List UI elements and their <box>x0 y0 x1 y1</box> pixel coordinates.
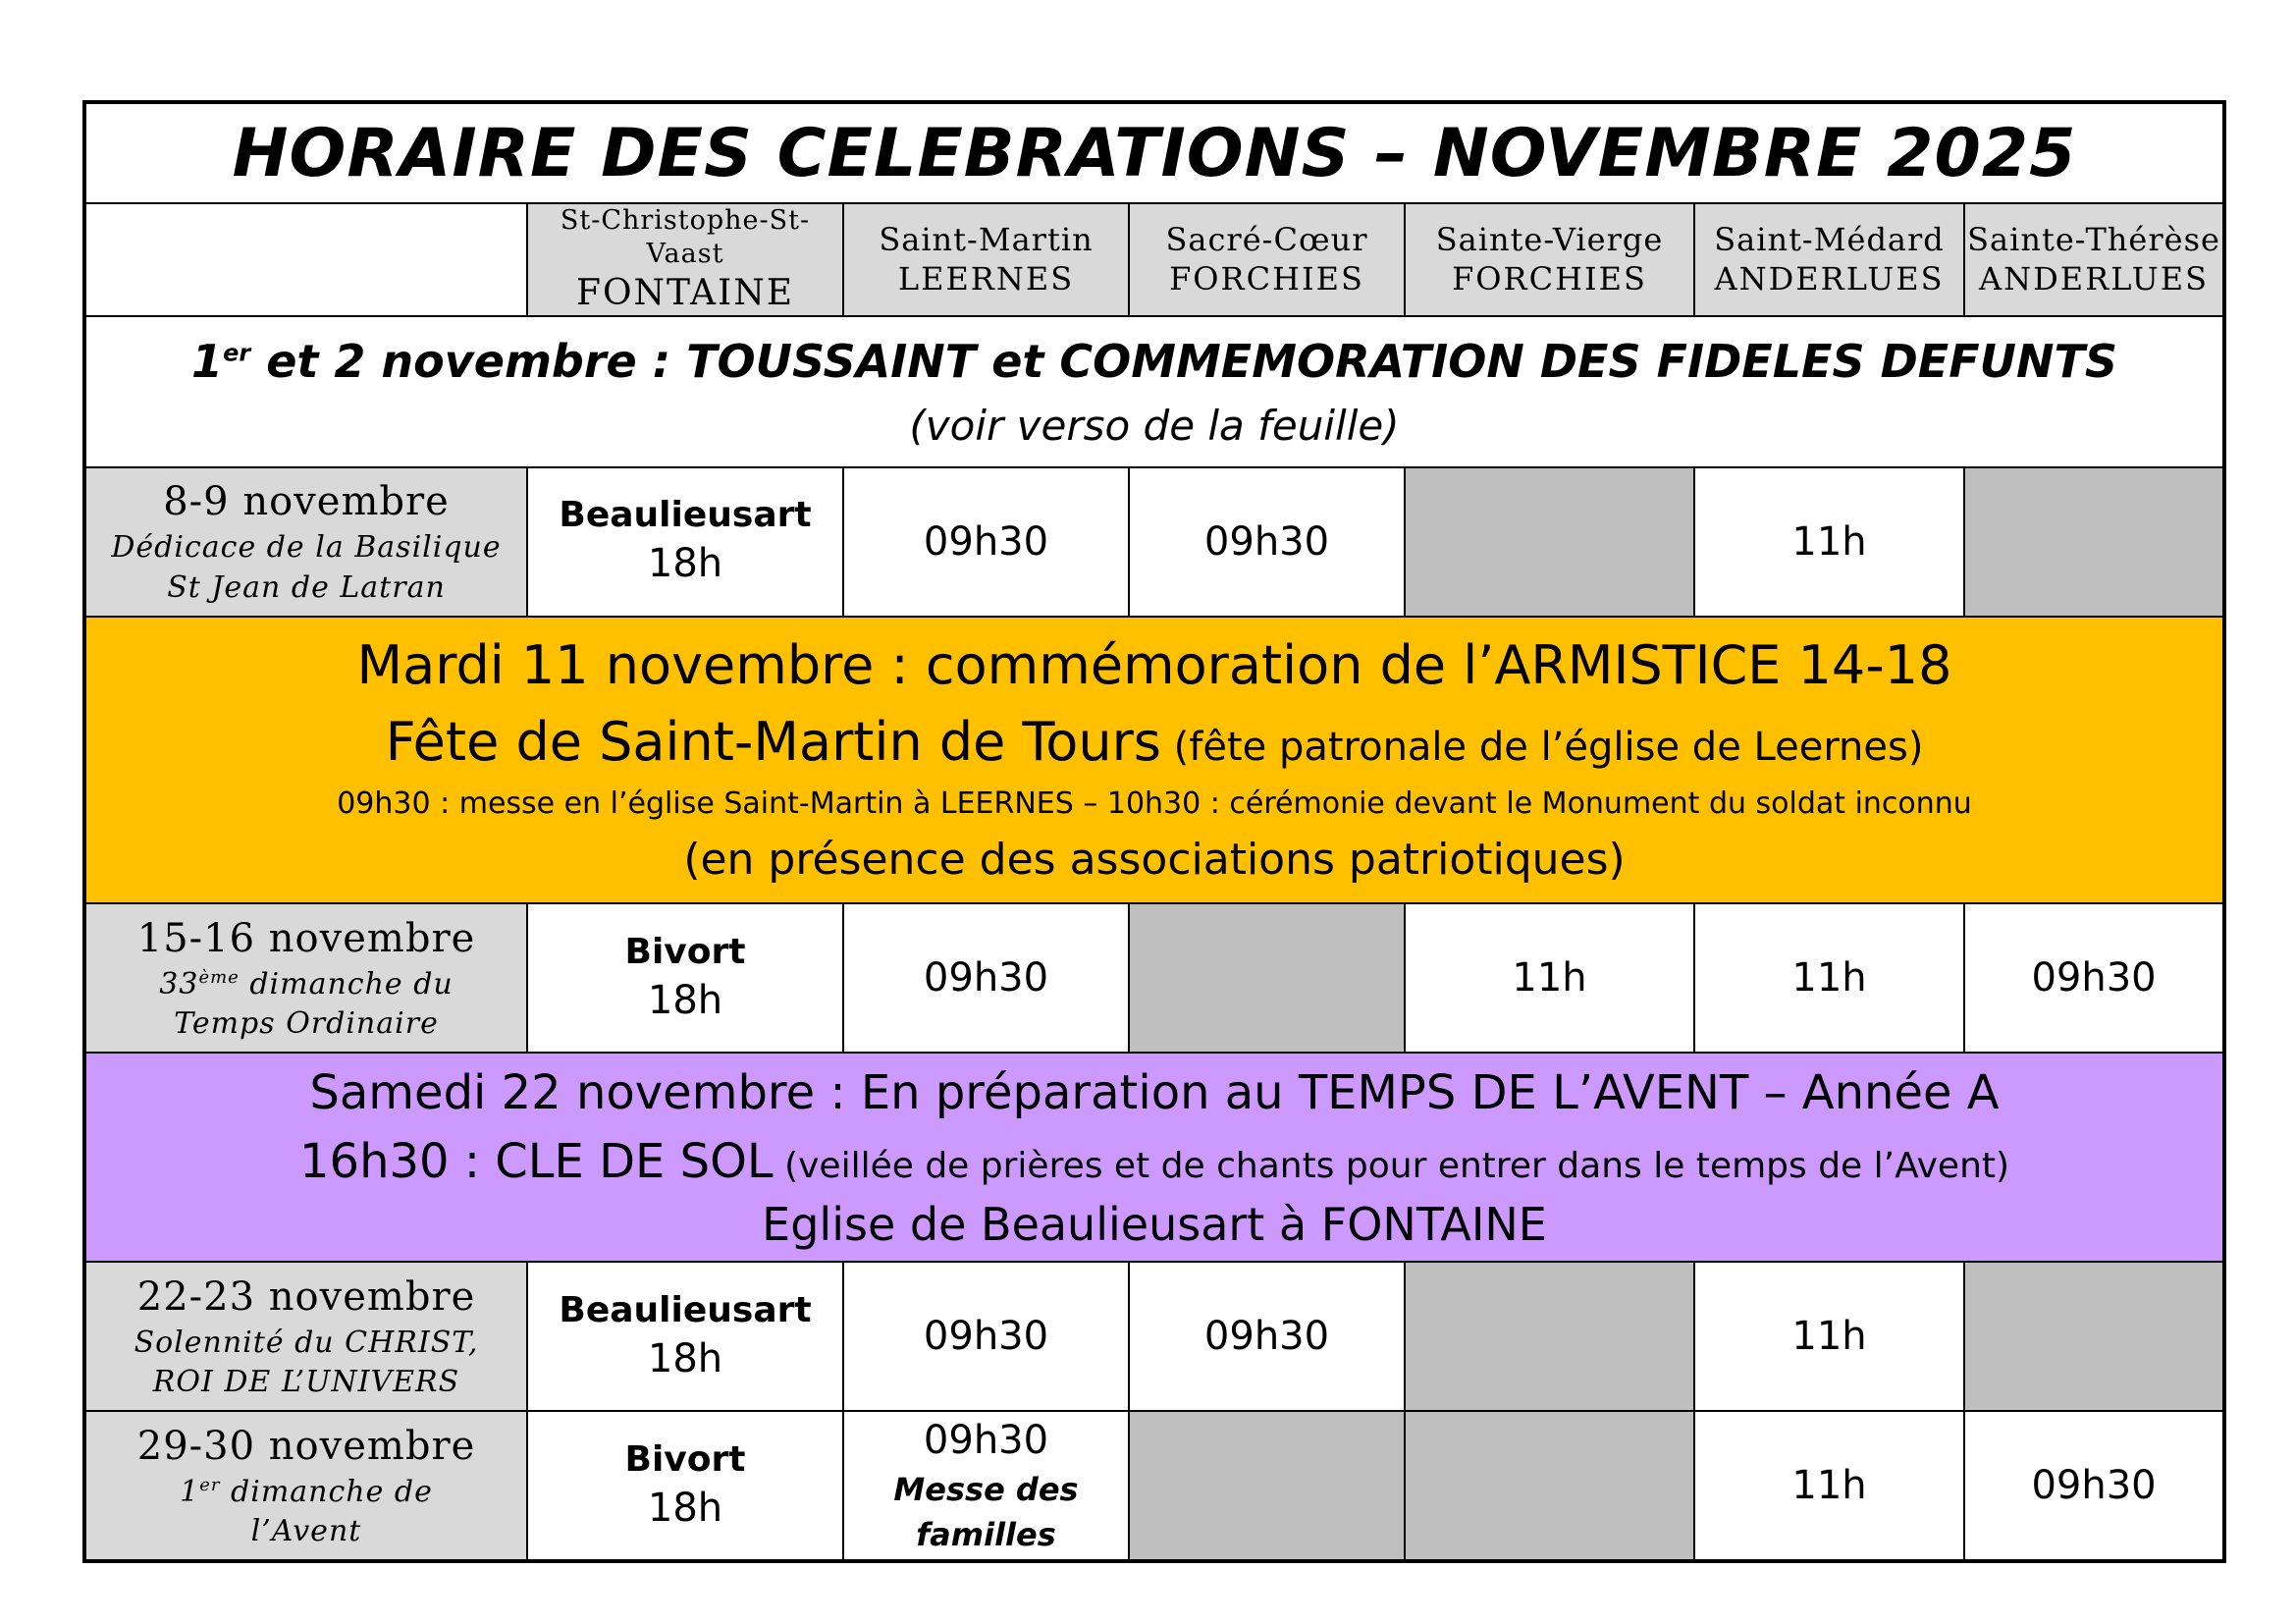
cell-fontaine <box>527 1411 843 1561</box>
mass-time: 11h <box>1512 955 1587 1001</box>
cell-sainte-vierge-empty <box>1405 1411 1694 1561</box>
header-church-name: St-Christophe-St-Vaast <box>560 205 811 269</box>
row-date: 22-23 novembre <box>136 1273 476 1320</box>
cell-saint-medard <box>1694 467 1964 617</box>
ordinal-number: 1 <box>180 1474 200 1509</box>
armistice-row <box>84 617 2224 904</box>
header-town-name: LEERNES <box>897 260 1075 298</box>
cell-leernes <box>843 1262 1129 1411</box>
header-town-name: FONTAINE <box>575 272 795 313</box>
saint-martin-feast-note: (fête patronale de l’église de Leernes) <box>1160 724 1924 770</box>
row-feast-line1 <box>86 965 526 1005</box>
row-date-cell <box>84 1411 527 1561</box>
cell-sainte-vierge <box>1405 903 1694 1053</box>
toussaint-heading <box>96 327 2213 397</box>
header-church-name: Sainte-Vierge <box>1435 221 1664 259</box>
mass-row-22-23-nov <box>84 1262 2224 1411</box>
toussaint-row <box>84 316 2224 467</box>
row-feast-line1: Dédicace de la Basilique <box>111 530 502 565</box>
mass-time: 09h30 <box>1203 518 1330 565</box>
mass-row-15-16-nov <box>84 903 2224 1053</box>
cle-de-sol-note: (veillée de prières et de chants pour entrer dans le temps de l’Avent) <box>773 1145 2010 1186</box>
cell-sainte-therese-empty <box>1964 1262 2224 1411</box>
cle-de-sol-line <box>96 1128 2213 1197</box>
ordinal-number: 33 <box>159 966 199 1001</box>
cle-de-sol-title: 16h30 : CLE DE SOL <box>298 1133 774 1189</box>
toussaint-day-suffix: er <box>223 340 251 368</box>
header-sacre-coeur <box>1129 203 1405 316</box>
header-church-name: Sacré-Cœur <box>1165 221 1368 259</box>
mass-time: 09h30 <box>2031 955 2157 1001</box>
header-town-name: ANDERLUES <box>1714 260 1945 298</box>
row-feast-line2: St Jean de Latran <box>167 569 446 605</box>
feast-text: dimanche du <box>239 966 454 1001</box>
row-feast-line2: l’Avent <box>250 1514 362 1549</box>
mass-place: Beaulieusart <box>559 495 812 535</box>
row-feast-line1: Solennité du CHRIST, <box>133 1325 479 1360</box>
cell-sainte-therese-empty <box>1964 467 2224 617</box>
header-town-name: FORCHIES <box>1169 260 1364 298</box>
cell-fontaine <box>527 903 843 1053</box>
mass-time: 09h30 <box>1203 1314 1330 1360</box>
armistice-heading: Mardi 11 novembre : commémoration de l’ARMISTICE 14-18 <box>356 633 1952 696</box>
cell-fontaine <box>527 1262 843 1411</box>
feast-text: dimanche de <box>220 1474 433 1509</box>
family-mass-note-line1: Messe des <box>893 1470 1079 1508</box>
cell-saint-medard <box>1694 1262 1964 1411</box>
cell-saint-medard <box>1694 1411 1964 1561</box>
mass-time: 11h <box>1791 518 1867 565</box>
header-town-name: ANDERLUES <box>1979 260 2209 298</box>
mass-time: 09h30 <box>2031 1463 2157 1509</box>
armistice-program: 09h30 : messe en l’église Saint-Martin à LEERNES – 10h30 : cérémonie devant le Monument du soldat inconnu <box>337 786 1972 822</box>
cell-leernes <box>843 903 1129 1053</box>
page-title: HORAIRE DES CELEBRATIONS – NOVEMBRE 2025 <box>84 102 2224 203</box>
mass-time: 18h <box>647 1335 723 1381</box>
header-church-name: Saint-Martin <box>879 221 1094 259</box>
header-church-name: Sainte-Thérèse <box>1967 221 2220 259</box>
ordinal-suffix: er <box>199 1474 221 1495</box>
avent-event-row <box>84 1053 2224 1262</box>
cell-sainte-vierge-empty <box>1405 467 1694 617</box>
row-date-cell <box>84 903 527 1053</box>
mass-place: Bivort <box>624 931 746 972</box>
celebrations-schedule-table <box>82 100 2226 1563</box>
toussaint-day: 1 <box>191 335 224 389</box>
cell-sacre-coeur-empty <box>1129 1411 1405 1561</box>
row-feast-line2: Temps Ordinaire <box>174 1006 439 1042</box>
cell-sacre-coeur <box>1129 467 1405 617</box>
cell-leernes <box>843 467 1129 617</box>
mass-place: Beaulieusart <box>559 1289 812 1330</box>
mass-time: 11h <box>1791 1314 1867 1360</box>
ordinal-suffix: ème <box>198 966 240 988</box>
cell-leernes <box>843 1411 1129 1561</box>
mass-time: 09h30 <box>923 1417 1049 1463</box>
cell-fontaine <box>527 467 843 617</box>
toussaint-heading-text: et 2 novembre : TOUSSAINT et COMMEMORATION DES FIDELES DEFUNTS <box>250 335 2117 389</box>
row-feast-line1 <box>86 1473 526 1513</box>
mass-time: 18h <box>647 1485 723 1531</box>
saint-martin-feast-line <box>96 704 2213 781</box>
parish-header-row <box>84 203 2224 316</box>
avent-heading: Samedi 22 novembre : En préparation au TEMPS DE L’AVENT – Année A <box>309 1065 2000 1121</box>
cell-saint-medard <box>1694 903 1964 1053</box>
header-saint-medard <box>1694 203 1964 316</box>
header-fontaine <box>527 203 843 316</box>
row-date-cell <box>84 467 527 617</box>
header-leernes <box>843 203 1129 316</box>
cell-sainte-therese <box>1964 1411 2224 1561</box>
saint-martin-feast-title: Fête de Saint-Martin de Tours <box>385 710 1161 773</box>
mass-time: 18h <box>647 977 723 1023</box>
row-date: 8-9 novembre <box>163 479 450 524</box>
cell-sacre-coeur-empty <box>1129 903 1405 1053</box>
mass-row-29-30-nov <box>84 1411 2224 1561</box>
mass-row-8-9-nov <box>84 467 2224 617</box>
mass-time: 11h <box>1791 955 1867 1001</box>
avent-banner <box>84 1053 2224 1262</box>
title-row <box>84 102 2224 203</box>
header-corner-cell <box>84 203 527 316</box>
mass-time: 09h30 <box>923 1314 1049 1360</box>
cell-sainte-therese <box>1964 903 2224 1053</box>
toussaint-note: (voir verso de la feuille) <box>909 401 1400 450</box>
row-date: 15-16 novembre <box>136 915 476 961</box>
row-date: 29-30 novembre <box>136 1423 476 1469</box>
cell-sacre-coeur <box>1129 1262 1405 1411</box>
header-town-name: FORCHIES <box>1452 260 1647 298</box>
mass-time: 09h30 <box>923 518 1049 565</box>
mass-time: 11h <box>1791 1463 1867 1509</box>
header-church-name: Saint-Médard <box>1714 221 1945 259</box>
header-sainte-vierge <box>1405 203 1694 316</box>
avent-location: Eglise de Beaulieusart à FONTAINE <box>762 1198 1547 1252</box>
row-date-cell <box>84 1262 527 1411</box>
toussaint-banner <box>84 316 2224 467</box>
mass-time: 18h <box>647 541 723 586</box>
row-feast-line2: ROI DE L’UNIVERS <box>152 1365 460 1400</box>
cell-sainte-vierge-empty <box>1405 1262 1694 1411</box>
header-sainte-therese <box>1964 203 2224 316</box>
armistice-banner <box>84 617 2224 904</box>
armistice-presence-note: (en présence des associations patriotiques) <box>683 835 1626 886</box>
mass-time: 09h30 <box>923 955 1049 1001</box>
mass-place: Bivort <box>624 1438 746 1480</box>
family-mass-note-line2: familles <box>916 1516 1056 1554</box>
